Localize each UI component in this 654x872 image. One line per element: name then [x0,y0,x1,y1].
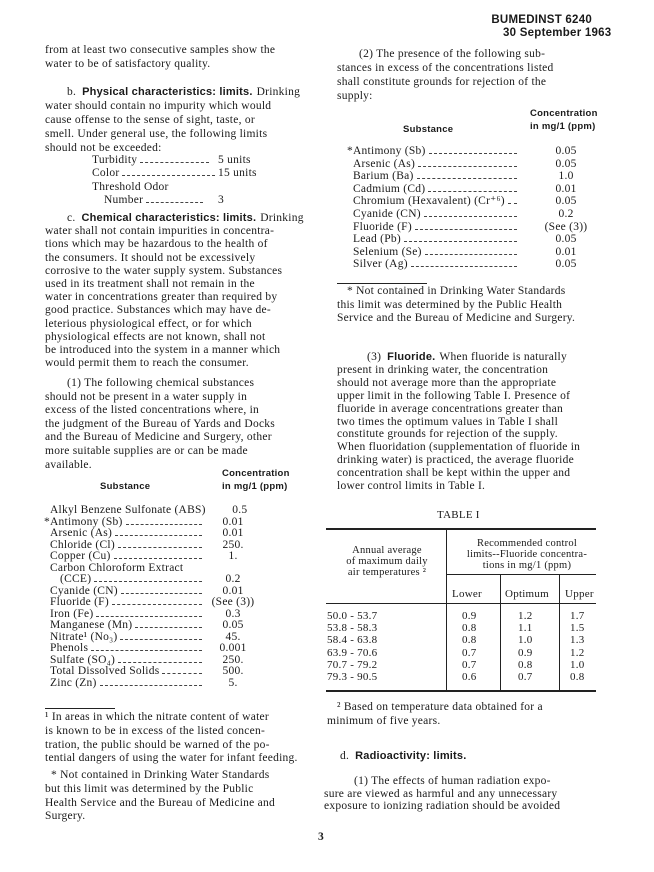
limit-leader [140,162,209,163]
physical-characteristics-line: should not be exceeded: [45,142,162,154]
substance-row-leader [417,178,517,179]
substance-row-name: Antimony (Sb) [50,515,123,528]
limit-name: Turbidity [92,154,138,166]
doc-id: BUMEDINST 6240 [491,14,592,26]
substance-row [44,609,256,620]
footnote-line: Health Service and the Bureau of Medicine and [45,796,275,809]
chemical-characteristics-line: would permit them to reach the consumer. [45,357,249,370]
footnote-line: tential dangers of using the water for infant feeding. [45,752,298,765]
substance-row-name: Zinc (Zn) [50,676,97,689]
intro-line: from at least two consecutive samples show the [45,44,276,56]
footnote-line: is known to be in excess of the listed concen- [45,724,266,737]
substance-row [347,146,592,157]
substance-row-leader [424,216,517,217]
lower-limit: 0.9 [462,610,477,622]
limit-row [92,168,274,179]
substance-row-name: Arsenic (As) [50,527,113,539]
substance-row-name: Fluoride (F) [50,596,109,608]
intro-line: water to be of satisfactory quality. [45,58,211,70]
chemical-characteristics-lead: c. [67,212,76,224]
col-header-concentration: Concentration [530,108,598,119]
chemical-characteristics-line: good practice. Substances which may have de- [45,304,271,317]
substance-row [347,259,592,270]
para2-line: stances in excess of the concentrations listed [337,62,554,74]
fluoride-section-line: upper limit in the following Table I. Presence of [337,389,571,402]
fluoride-section-line: When fluoridation (supplementation of fluoride in [337,441,581,454]
chemical-characteristics-line: be introduced into the system in a manner which [45,344,281,356]
substance-row [44,655,256,666]
substance-row-leader [428,191,517,192]
substance-row-value: 250. [222,653,244,666]
fluoride-section-line: concentration shall be kept within the upper and [337,467,571,480]
substance-row-value: 0.01 [222,527,244,539]
substance-row-leader [162,673,202,674]
lower-limit: 0.8 [462,622,477,635]
fluoride-section-line: two times the optimum values in Table I shall [337,415,559,428]
substance-row-name: Copper (Cu) [50,550,111,562]
lower-limit: 0.7 [462,646,477,659]
para2-line: supply: [337,90,373,102]
substance-row-name: Lead (Pb) [353,233,401,246]
substance-row [347,171,592,182]
substance-row-name: Arsenic (As) [353,157,416,170]
footnote-line: tration, the public should be warned of the po- [45,738,270,751]
col-header-temperature: of maximum daily [346,556,428,567]
chemical-characteristics-first-line [67,212,304,224]
lower-limit: 0.7 [462,658,477,671]
substance-row-name: Carbon Chloroform Extract [50,561,184,574]
substance-row-name: Alkyl Benzene Sulfonate (ABS) [50,504,206,516]
footnote-rule [45,708,115,709]
substance-row [44,517,256,528]
substance-row-leader [411,266,517,267]
para2-line: (2) The presence of the following sub- [359,48,546,60]
para1-line: and the Bureau of Medicine and Surgery, other [45,431,272,444]
col-header-temperature: air temperatures ² [347,567,427,578]
fluoride-section-line: should not average more than the appropriate [337,376,557,389]
substance-row-name: Antimony (Sb) [353,145,426,157]
table-title: TABLE I [437,509,480,521]
substance-row [44,586,256,597]
radioactivity-section-heading: Radioactivity: limits. [355,750,467,762]
table-bottom-rule [326,690,596,692]
substance-row-name: Nitrate¹ (No₃) [50,630,118,643]
substance-row-name: Cadmium (Cd) [353,182,426,195]
table-vrule [559,575,560,690]
optimum-value: 1.0 [518,634,533,647]
substance-row-value: 0.001 [219,642,247,654]
substance-row [44,528,256,539]
physical-characteristics-first-line [67,86,300,98]
substance-row-name: Silver (Ag) [353,258,408,271]
substance-row-leader [508,203,517,204]
chemical-characteristics-text: Drinking [260,212,304,224]
limit-leader [146,202,203,203]
col-header-fluoride-limits: tions in mg/1 (ppm) [482,560,572,571]
substance-row-leader [96,616,202,617]
footnote-line: this limit was determined by the Public Health [337,298,563,311]
physical-characteristics-text: Drinking [256,86,301,98]
upper-limit: 0.8 [570,671,585,683]
optimum-value: 0.8 [518,658,533,671]
table-top-rule [326,528,596,530]
chemical-characteristics-line: leterious physiological effect, or for which [45,317,252,330]
radio-para-line: exposure to ionizing radiation should be avoided [324,800,561,812]
substance-row-leader [112,604,202,605]
substance-row-name: Chromium (Hexavalent) (Cr⁺⁶) [353,195,505,208]
physical-characteristics-lead: b. [67,86,77,98]
fluoride-section-heading: Fluoride. [387,351,436,363]
substance-row [347,184,592,195]
limit-value: 15 units [218,167,257,179]
footnote-line: Surgery. [45,810,86,823]
substance-row-mark: * [44,515,50,528]
substance-row [44,678,256,689]
substance-row-value: (See (3)) [544,220,588,233]
limit-leader [122,175,215,176]
upper-limit: 1.0 [570,658,585,671]
substance-row-leader [121,593,202,594]
col-header-substance: Substance [100,481,151,492]
col-header-fluoride-limits: limits--Fluoride concentra- [466,549,588,560]
table-rule [326,603,596,604]
substance-row-leader [94,581,202,582]
col-header-concentration: Concentration [222,468,290,479]
substance-row-leader [126,524,202,525]
substance-row [44,540,256,551]
substance-row-name: Iron (Fe) [50,607,94,620]
radio-para-line: sure are viewed as harmful and any unnecessary [324,787,558,800]
footnote-line: but this limit was determined by the Public [45,782,254,795]
substance-row [44,597,256,608]
limit-name: Number [104,194,144,206]
table-vrule [500,575,501,690]
substance-row-value: 0.05 [555,145,577,157]
chemical-characteristics-line: physiological effects are not known, shall not [45,330,266,343]
col-header-lower: Lower [452,588,482,600]
substance-row-name: Selenium (Se) [353,245,422,258]
substance-row-value: 0.2 [558,208,574,220]
substance-row [347,234,592,245]
footnote-line: ² Based on temperature data obtained for a [337,701,543,713]
physical-characteristics-line: water should contain no impurity which would [45,100,272,112]
table-vrule [446,530,447,690]
substance-row [44,632,256,643]
substance-row-leader [115,535,202,536]
substance-row-mark: * [347,145,353,157]
temperature-range: 79.3 - 90.5 [327,671,378,683]
optimum-value: 0.9 [518,646,533,659]
substance-row [44,620,256,631]
physical-characteristics-line: cause offense to the sense of sight, taste, or [45,114,255,126]
substance-row [44,551,256,562]
chemical-characteristics-line: used in its treatment shall not remain in the [45,278,255,290]
substance-row-name: Manganese (Mn) [50,619,133,631]
substance-row-name: Sulfate (SO₄) [50,653,116,666]
footnote-line: * Not contained in Drinking Water Standards [51,769,270,781]
optimum-value: 0.7 [518,671,533,683]
fluoride-section-line: lower control limits in Table I. [337,480,486,492]
para1-line: the judgment of the Bureau of Yards and Docks [45,417,276,430]
limit-value: 3 [218,194,224,206]
fluoride-section-first-line [367,351,567,363]
substance-row-leader [418,166,517,167]
col-header-substance: Substance [403,124,454,135]
substance-row-leader [100,685,202,686]
substance-row-leader [425,254,517,255]
para1-line: (1) The following chemical substances [67,377,255,389]
chemical-characteristics-line: corrosive to the water supply system. Substances [45,264,283,277]
substance-row-leader [404,241,517,242]
optimum-value: 1.2 [518,610,533,622]
physical-characteristics-heading: Physical characteristics: limits. [82,86,253,98]
substance-row [347,209,592,220]
chemical-characteristics-line: tions which may be hazardous to the health of [45,238,268,251]
substance-row-name: Cyanide (CN) [353,208,421,220]
upper-limit: 1.5 [570,622,585,635]
radio-para-line: (1) The effects of human radiation expo- [354,775,551,787]
substance-row-name: (CCE) [60,573,92,585]
substance-row-value: 500. [222,665,244,677]
temperature-range: 63.9 - 70.6 [327,646,378,659]
chemical-characteristics-line: water shall not contain impurities in concentra- [45,225,275,238]
limit-name: Color [92,167,120,179]
substance-row-name: Total Dissolved Solids [50,665,160,677]
chemical-characteristics-line: the consumers. It should not be excessively [45,251,256,264]
substance-row-value: 0.05 [555,195,577,208]
para2-line: shall constitute grounds for rejection of the [337,76,547,88]
doc-date: 30 September 1963 [503,27,612,39]
footnote-line: minimum of five years. [327,715,441,727]
substance-row-value: 0.05 [555,233,577,246]
radioactivity-section-lead: d. [340,750,350,762]
substance-row-leader [91,650,202,651]
substance-row-value: 0.05 [555,258,577,271]
para1-line: should not be present in a water supply in [45,390,248,403]
substance-row-name: Barium (Ba) [353,170,414,183]
fluoride-section-text: When fluoride is naturally [439,351,567,363]
fluoride-section-lead: (3) [367,351,382,363]
substance-row [347,222,592,233]
limit-value: 5 units [218,154,251,166]
radioactivity-section-first-line [340,750,471,762]
substance-row-leader [135,627,202,628]
lower-limit: 0.6 [462,671,477,683]
substance-row-value: 0.01 [222,515,244,528]
substance-row-value: 0.5 [232,504,248,516]
physical-characteristics-line: smell. Under general use, the following limits [45,128,268,140]
fluoride-section-line: fluoride in average concentrations greater than [337,402,563,415]
limit-row [92,155,274,166]
substance-row-leader [114,558,202,559]
temperature-range: 53.8 - 58.3 [327,622,378,635]
substance-row-value: 0.01 [555,182,577,195]
substance-row [44,666,256,677]
temperature-range: 58.4 - 63.8 [327,634,378,647]
substance-row-value: 1. [228,550,238,562]
fluoride-section-line: constitute grounds for rejection of the supply. [337,428,558,441]
substance-row-name: Chloride (Cl) [50,538,115,551]
page-number: 3 [318,831,324,843]
substance-row-value: 1.0 [558,170,574,183]
substance-row-name: Cyanide (CN) [50,584,118,597]
limit-row [104,195,274,206]
chemical-characteristics-heading: Chemical characteristics: limits. [81,212,257,224]
para1-line: available. [45,458,92,471]
para1-line: more suitable supplies are or can be made [45,445,248,457]
substance-row-leader [429,153,517,154]
footnote-line: ¹ In areas in which the nitrate content of water [45,711,269,723]
fluoride-section-line: drinking water) is practiced, the average fluoride [337,454,574,467]
optimum-value: 1.1 [518,622,533,635]
substance-row [44,505,256,516]
substance-row-leader [120,639,202,640]
substance-row-value: (See (3)) [211,596,255,608]
upper-limit: 1.2 [570,646,585,659]
substance-row-value: 5. [228,676,238,689]
col-header-fluoride-limits: Recommended control [476,538,578,549]
substance-row-value: 0.01 [222,584,244,597]
substance-row [44,643,256,654]
fluoride-section-line: present in drinking water, the concentration [337,363,549,376]
substance-row-name: Fluoride (F) [353,220,412,233]
chemical-characteristics-line: water in concentrations greater than required by [45,291,278,304]
table-rule [446,574,596,575]
substance-row-leader [415,229,517,230]
footnote-line: * Not contained in Drinking Water Standards [347,285,566,297]
substance-row-value: 250. [222,538,244,551]
substance-row [347,247,592,258]
limit-name: Threshold Odor [92,181,169,193]
substance-row-value: 0.01 [555,245,577,258]
temperature-range: 70.7 - 79.2 [327,658,378,671]
col-header-upper: Upper [565,588,594,600]
substance-row [44,574,256,585]
substance-row-value: 45. [225,630,241,643]
temperature-range: 50.0 - 53.7 [327,610,378,622]
substance-row-name: Phenols [50,642,89,654]
substance-row-value: 0.2 [225,573,241,585]
substance-row [347,196,592,207]
footnote-line: Service and the Bureau of Medicine and Surgery. [337,312,576,324]
substance-row-value: 0.05 [222,619,244,631]
footnote-rule [337,283,427,284]
col-header-concentration: in mg/1 (ppm) [222,481,288,492]
upper-limit: 1.3 [570,634,585,647]
col-header-concentration: in mg/1 (ppm) [530,121,596,132]
substance-row [347,159,592,170]
lower-limit: 0.8 [462,634,477,647]
substance-row-leader [118,662,202,663]
col-header-optimum: Optimum [505,588,549,600]
col-header-temperature: Annual average [352,545,422,556]
para1-line: excess of the listed concentrations where, in [45,404,260,417]
upper-limit: 1.7 [570,610,585,622]
substance-row-value: 0.05 [555,157,577,170]
substance-row-value: 0.3 [225,607,241,620]
substance-row-leader [118,547,202,548]
